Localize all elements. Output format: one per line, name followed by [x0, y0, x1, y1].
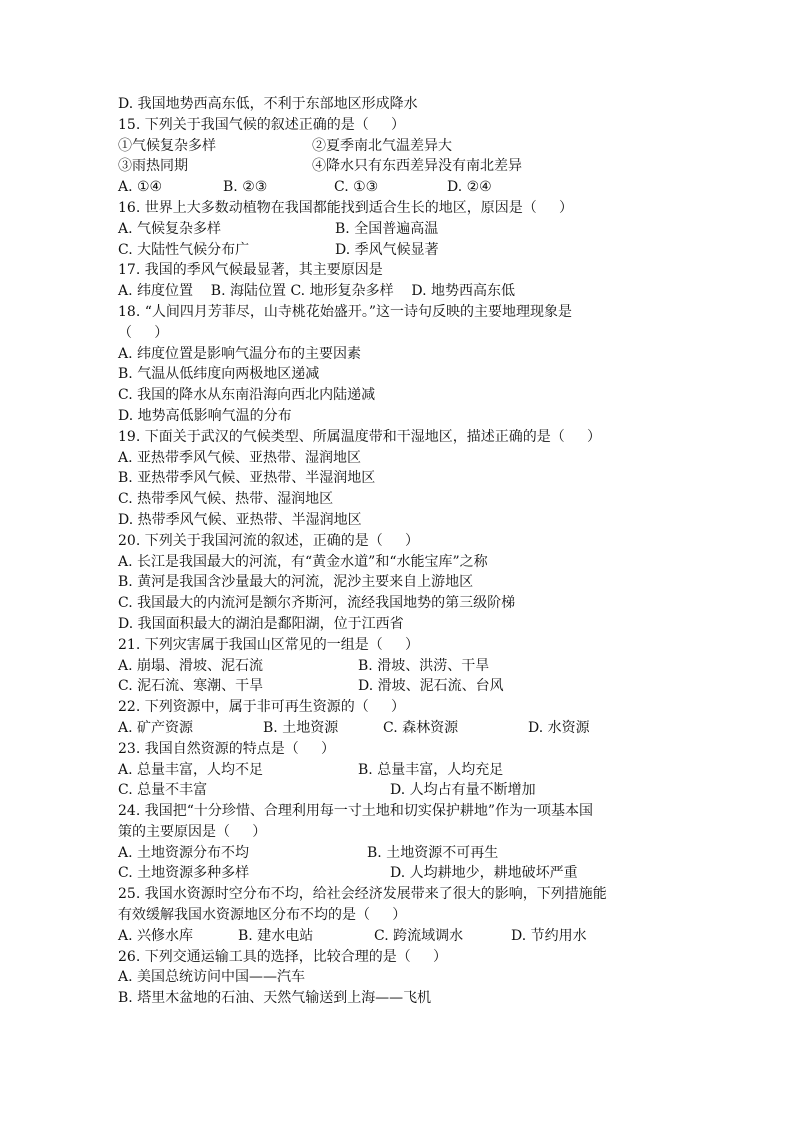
option-text: C. 土地资源多种多样: [118, 865, 250, 882]
option-text: ②夏季南北气温差异大: [312, 137, 452, 154]
option-row: [118, 843, 678, 864]
option-row: [118, 219, 678, 240]
option-row: [118, 656, 678, 677]
question-stem: 17. 我国的季风气候最显著，其主要原因是: [118, 262, 383, 279]
question-stem: 23. 我国自然资源的特点是（ ）: [118, 740, 335, 757]
option-text: C. 森林资源: [383, 719, 459, 736]
text-line: B. 气温从低纬度向两极地区递减: [118, 366, 320, 383]
text-line: A. 纬度位置是影响气温分布的主要因素: [118, 345, 362, 362]
option-row: [118, 780, 678, 801]
option-text: B. ②③: [223, 179, 268, 196]
option-text: D. 季风气候显著: [335, 241, 439, 258]
option-row: [118, 676, 678, 697]
question-stem: 16. 世界上大多数动植物在我国都能找到适合生长的地区，原因是（ ）: [118, 199, 573, 216]
question-stem: 24. 我国把“十分珍惜、合理利用每一寸土地和切实保护耕地”作为一项基本国: [118, 803, 594, 820]
text-line: C. 我国最大的内流河是额尔齐斯河，流经我国地势的第三级阶梯: [118, 595, 516, 612]
option-text: B. 总量丰富，人均充足: [358, 761, 504, 778]
text-line: B. 黄河是我国含沙量最大的河流，泥沙主要来自上游地区: [118, 574, 474, 591]
option-text: D. 水资源: [528, 719, 590, 736]
question-stem: 18. “人间四月芳菲尽，山寺桃花始盛开。”这一诗句反映的主要地理现象是: [118, 303, 573, 320]
option-text: A. 气候复杂多样: [118, 220, 222, 237]
option-text: A. 土地资源分布不均: [118, 844, 250, 861]
option-text: B. 全国普遍高温: [335, 220, 439, 237]
text-line: D. 热带季风气候、亚热带、半湿润地区: [118, 511, 362, 528]
question-stem: 15. 下列关于我国气候的叙述正确的是（ ）: [118, 116, 405, 133]
option-text: C. 泥石流、寒潮、干旱: [118, 678, 264, 695]
option-text: ④降水只有东西差异没有南北差异: [312, 158, 522, 175]
question-stem: 22. 下列资源中，属于非可再生资源的（ ）: [118, 699, 405, 716]
text-line: D. 我国地势西高东低，不利于东部地区形成降水: [118, 96, 418, 112]
option-row: [118, 926, 678, 947]
option-text: A. 崩塌、滑坡、泥石流: [118, 657, 264, 674]
text-line: 策的主要原因是（ ）: [118, 823, 267, 840]
option-text: A. ①④: [118, 179, 163, 196]
option-row: [118, 156, 678, 177]
option-text: A. 兴修水库: [118, 927, 194, 944]
option-text: D. 节约用水: [511, 927, 587, 944]
text-line: B. 塔里木盆地的石油、天然气输送到上海——飞机: [118, 990, 432, 1007]
option-text: C. ①③: [334, 179, 379, 196]
option-text: B. 土地资源不可再生: [367, 844, 499, 861]
option-row: [118, 136, 678, 157]
option-text: B. 滑坡、洪涝、干旱: [358, 657, 490, 674]
option-text: ③雨热同期: [118, 158, 188, 175]
option-row: [118, 760, 678, 781]
option-text: C. 总量不丰富: [118, 782, 208, 799]
text-line: 有效缓解我国水资源地区分布不均的是（ ）: [118, 907, 407, 924]
option-text: D. ②④: [447, 179, 492, 196]
option-text: A. 矿产资源: [118, 719, 194, 736]
option-row: [118, 863, 678, 884]
text-line: B. 亚热带季风气候、亚热带、半湿润地区: [118, 470, 376, 487]
document-page: [118, 94, 678, 1009]
question-stem: 20. 下列关于我国河流的叙述，正确的是（ ）: [118, 532, 419, 549]
text-line: C. 我国的降水从东南沿海向西北内陆递减: [118, 387, 376, 404]
option-text: ①气候复杂多样: [118, 137, 216, 154]
option-text: D. 人均耕地少，耕地破坏严重: [390, 865, 578, 882]
text-line: C. 热带季风气候、热带、湿润地区: [118, 491, 334, 508]
text-line: A. 纬度位置 B. 海陆位置 C. 地形复杂多样 D. 地势西高东低: [118, 283, 515, 300]
text-line: A. 美国总统访问中国——汽车: [118, 969, 306, 986]
question-stem: 21. 下列灾害属于我国山区常见的一组是（ ）: [118, 636, 419, 653]
option-text: B. 土地资源: [263, 719, 339, 736]
text-line: D. 我国面积最大的湖泊是鄱阳湖，位于江西省: [118, 615, 404, 632]
option-text: D. 滑坡、泥石流、台风: [358, 678, 504, 695]
text-line: A. 亚热带季风气候、亚热带、湿润地区: [118, 449, 362, 466]
text-line: A. 长江是我国最大的河流，有“黄金水道”和“水能宝库”之称: [118, 553, 488, 570]
option-text: B. 建水电站: [238, 927, 314, 944]
option-text: C. 跨流域调水: [374, 927, 464, 944]
text-line: （ ）: [118, 324, 169, 341]
question-stem: 26. 下列交通运输工具的选择，比较合理的是（ ）: [118, 948, 447, 965]
option-row: [118, 718, 678, 739]
question-stem: 19. 下面关于武汉的气候类型、所属温度带和干湿地区，描述正确的是（ ）: [118, 428, 601, 445]
option-row: [118, 240, 678, 261]
question-stem: 25. 我国水资源时空分布不均，给社会经济发展带来了很大的影响，下列措施能: [118, 886, 607, 903]
option-text: A. 总量丰富，人均不足: [118, 761, 264, 778]
option-text: C. 大陆性气候分布广: [118, 241, 250, 258]
option-text: D. 人均占有量不断增加: [390, 782, 536, 799]
option-row: [118, 177, 678, 198]
text-line: D. 地势高低影响气温的分布: [118, 407, 292, 424]
